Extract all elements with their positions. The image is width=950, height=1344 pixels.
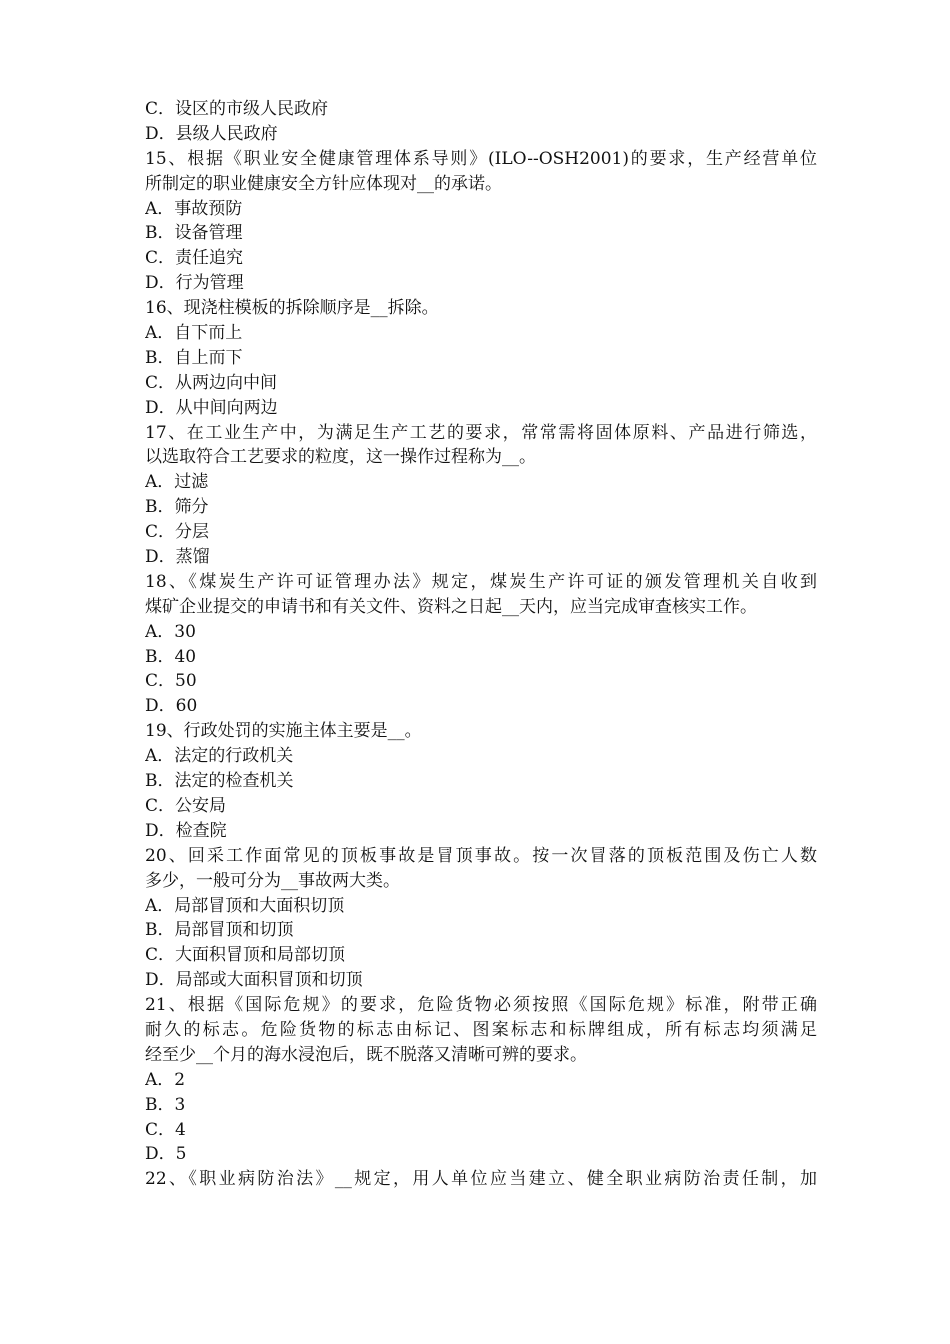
- option-line: B．法定的检查机关: [145, 771, 294, 792]
- option-line: B．自上而下: [145, 347, 243, 368]
- option-line: C．设区的市级人民政府: [145, 99, 329, 119]
- option-line: D．局部或大面积冒顶和切顶: [145, 970, 363, 991]
- option-line: B．3: [145, 1094, 186, 1115]
- option-line: A．局部冒顶和大面积切顶: [145, 895, 345, 916]
- question-text: 煤矿企业提交的申请书和有关文件、资料之日起__天内，应当完成审查核实工作。: [145, 596, 757, 617]
- question-19: [145, 719, 817, 843]
- question-18: [145, 570, 817, 719]
- option-line: A．30: [145, 621, 196, 642]
- question-text: 19、行政处罚的实施主体主要是__。: [145, 721, 422, 742]
- document-body: [145, 97, 817, 1192]
- question-text: 所制定的职业健康安全方针应体现对__的承诺。: [145, 173, 502, 194]
- question-text: 22、《职业病防治法》__规定，用人单位应当建立、健全职业病防治责任制，加: [145, 1169, 817, 1190]
- question-17: [145, 421, 817, 570]
- option-line: C．从两边向中间: [145, 372, 278, 393]
- question-16: [145, 296, 817, 420]
- option-line: A．事故预防: [145, 198, 243, 219]
- question-text: 多少，一般可分为__事故两大类。: [145, 870, 400, 891]
- option-line: B．筛分: [145, 497, 209, 518]
- option-line: D．检查院: [145, 820, 227, 841]
- option-line: C．分层: [145, 522, 210, 543]
- option-line: C．责任追究: [145, 248, 244, 269]
- question-21: [145, 993, 817, 1167]
- option-line: A．过滤: [145, 472, 209, 493]
- option-line: A．2: [145, 1069, 186, 1090]
- question-text: 耐久的标志。危险货物的标志由标记、图案标志和标牌组成，所有标志均须满足: [145, 1019, 817, 1040]
- question-text: 17、在工业生产中，为满足生产工艺的要求，常常需将固体原料、产品进行筛选，: [145, 422, 817, 443]
- option-line: C．大面积冒顶和局部切顶: [145, 945, 346, 966]
- option-line: D．县级人民政府: [145, 123, 278, 144]
- question-22: [145, 1167, 817, 1192]
- option-line: B．40: [145, 646, 197, 667]
- question-text: 经至少__个月的海水浸泡后，既不脱落又清晰可辨的要求。: [145, 1044, 587, 1065]
- option-line: B．局部冒顶和切顶: [145, 920, 294, 941]
- option-line: D．5: [145, 1144, 187, 1165]
- option-line: B．设备管理: [145, 223, 243, 244]
- option-line: A．自下而上: [145, 323, 243, 344]
- question-text: 15、根据《职业安全健康管理体系导则》(ILO--OSH2001)的要求，生产经营单位: [145, 148, 817, 169]
- question-text: 20、回采工作面常见的顶板事故是冒顶事故。按一次冒落的顶板范围及伤亡人数: [145, 845, 817, 866]
- question-15: [145, 147, 817, 296]
- option-line: D．行为管理: [145, 273, 244, 294]
- question-20: [145, 844, 817, 993]
- question-text: 21、根据《国际危规》的要求，危险货物必须按照《国际危规》标准，附带正确: [145, 995, 817, 1016]
- option-line: C．50: [145, 671, 197, 692]
- question-text: 16、现浇柱模板的拆除顺序是__拆除。: [145, 298, 439, 319]
- option-line: D．60: [145, 696, 198, 717]
- question-text: 18、《煤炭生产许可证管理办法》规定，煤炭生产许可证的颁发管理机关自收到: [145, 571, 817, 592]
- option-line: C．公安局: [145, 795, 227, 816]
- option-line: D．从中间向两边: [145, 397, 278, 418]
- option-line: C．4: [145, 1119, 186, 1140]
- option-line: A．法定的行政机关: [145, 746, 294, 767]
- question-text: 以选取符合工艺要求的粒度，这一操作过程称为__。: [145, 447, 536, 468]
- option-line: D．蒸馏: [145, 547, 210, 568]
